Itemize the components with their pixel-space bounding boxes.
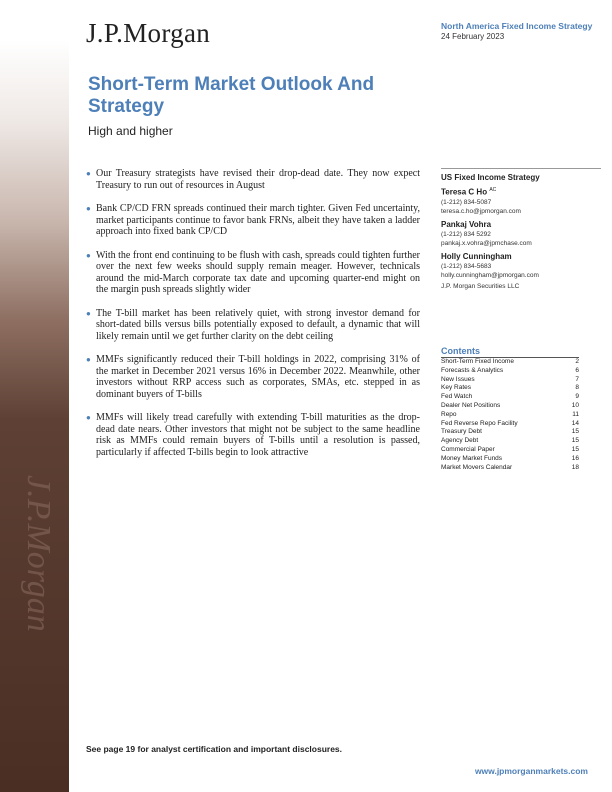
report-subtitle: High and higher	[88, 124, 173, 138]
analyst-group-title: US Fixed Income Strategy	[441, 173, 540, 182]
toc-item[interactable]: Fed Reverse Repo Facility 14	[441, 419, 579, 427]
toc-item[interactable]: Fed Watch 9	[441, 393, 579, 401]
analyst-phone: (1-212) 834-5087	[441, 198, 492, 206]
key-point: ● Our Treasury strategists have revised their drop-dead date. They now expect Treasury to run out of resources in August	[86, 168, 420, 191]
bullet-icon: ●	[86, 250, 91, 260]
website-link[interactable]: www.jpmorganmarkets.com	[474, 766, 588, 776]
analyst-entry	[441, 219, 601, 249]
toc-item[interactable]: Treasury Debt 15	[441, 428, 579, 436]
watermark-logo	[6, 470, 66, 710]
key-points-list	[86, 168, 420, 470]
jpmorgan-logo[interactable]: J.P.Morgan	[86, 18, 211, 48]
key-point: ● MMFs will likely tread carefully with extending T-bill maturities as the drop-dead date nears. Other investors that might not be subject to the same headline risk as MMFs could remain buyers of T-bills until a resolution is passed, particularly if affected T-bills begin to look attractive	[86, 412, 420, 458]
contents-heading: Contents	[441, 346, 579, 358]
bullet-icon: ●	[86, 204, 91, 213]
analyst-email[interactable]: pankaj.x.vohra@jpmchase.com	[441, 240, 532, 248]
toc-item[interactable]: Money Market Funds 16	[441, 454, 579, 462]
toc-item[interactable]: New Issues 7	[441, 375, 579, 383]
analyst-name: Pankaj Vohra	[441, 219, 492, 229]
key-point: ● MMFs significantly reduced their T-bill holdings in 2022, comprising 31% of the market in December 2021 versus 16% in December 2022. Meanwhile, other investors without RRP access such as corporates, SMAs, etc. stepped in as dominant buyers of T-bills	[86, 354, 420, 400]
toc-item[interactable]: Forecasts & Analytics 6	[441, 366, 579, 374]
key-point: ● Bank CP/CD FRN spreads continued their march tighter. Given Fed uncertainty, market participants continue to favor bank FRNs, albeit they have taken a ladder approach into fixed bank CP/CD	[86, 203, 420, 237]
publish-date: 24 February 2023	[441, 32, 505, 41]
toc-item[interactable]: Dealer Net Positions 10	[441, 401, 579, 409]
analyst-phone: (1-212) 834 5292	[441, 230, 491, 238]
bullet-icon: ●	[86, 308, 91, 318]
report-title: Short-Term Market Outlook And Strategy	[88, 74, 375, 117]
key-point: ● The T-bill market has been relatively quiet, with strong investor demand for short-dated bills versus bills potentially exposed to default, a dynamic that will likely remain until we get further clarity on the debt ceiling	[86, 307, 420, 342]
series-name: North America Fixed Income Strategy	[441, 21, 593, 31]
firm-name: J.P. Morgan Securities LLC	[441, 282, 520, 290]
table-of-contents	[441, 346, 579, 472]
bullet-icon: ●	[86, 169, 91, 178]
analyst-email[interactable]: holly.cunningham@jpmorgan.com	[441, 272, 539, 280]
analyst-phone: (1-212) 834-5683	[441, 262, 492, 270]
report-series-info	[441, 21, 601, 41]
toc-item[interactable]: Commercial Paper 15	[441, 445, 579, 453]
toc-item[interactable]: Agency Debt 15	[441, 437, 579, 445]
bullet-icon: ●	[86, 355, 91, 364]
analyst-entry	[441, 251, 601, 281]
sidebar-decoration	[0, 0, 69, 792]
analyst-name: Teresa C Ho	[441, 187, 488, 197]
toc-item[interactable]: Key Rates 8	[441, 384, 579, 392]
bullet-icon: ●	[86, 413, 91, 422]
svg-text:J.P.Morgan: J.P.Morgan	[20, 475, 57, 632]
disclosure-note: See page 19 for analyst certification and important disclosures.	[86, 744, 343, 754]
analyst-email[interactable]: teresa.c.ho@jpmorgan.com	[441, 208, 521, 216]
analyst-panel	[441, 168, 601, 290]
key-point: ● With the front end continuing to be flush with cash, spreads could tighten further over the next few weeks should supply remain meager. However, technicals around the mid-March corporate tax date and upcoming quarter-end might on the margin push spreads slightly wider	[86, 249, 420, 295]
toc-item[interactable]: Market Movers Calendar 18	[441, 463, 579, 471]
analyst-entry	[441, 185, 601, 217]
toc-item[interactable]: Short-Term Fixed Income 2	[441, 358, 579, 365]
toc-item[interactable]: Repo 11	[441, 410, 579, 418]
analyst-cert-mark: AC	[489, 187, 497, 193]
analyst-name: Holly Cunningham	[441, 251, 512, 261]
